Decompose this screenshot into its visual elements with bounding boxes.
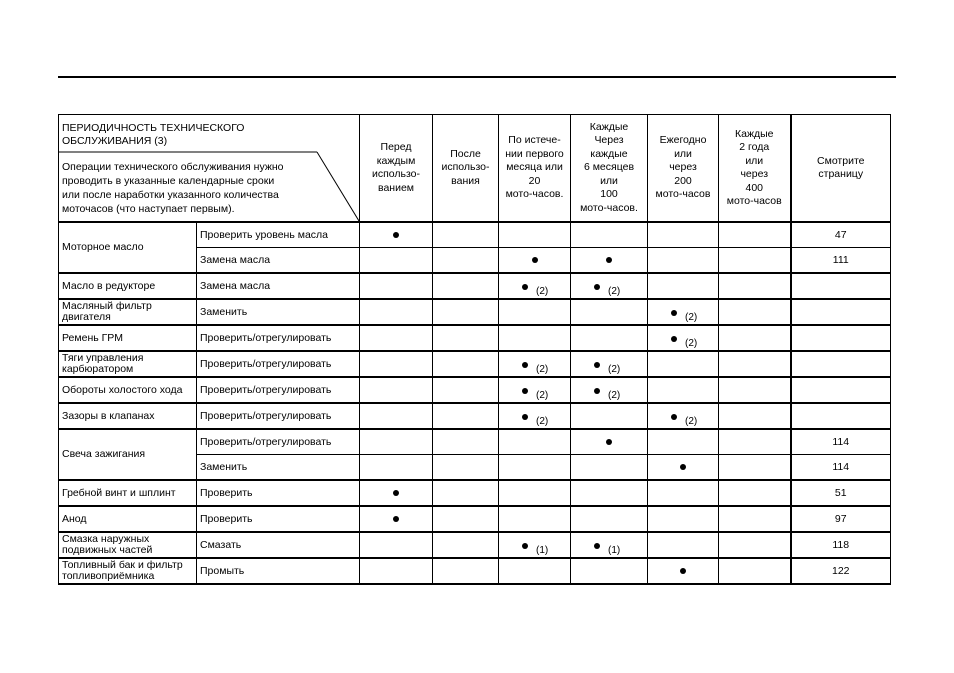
column-header-line: использо- [441,161,490,174]
action-name: Смазать [197,532,360,558]
interval-cell [499,429,571,455]
action-name: Проверить/отрегулировать [197,351,360,377]
footnote-ref: (2) [608,364,621,375]
action-name: Проверить/отрегулировать [197,377,360,403]
interval-cell [719,532,791,558]
interval-cell [360,273,433,299]
interval-cell [648,377,719,403]
footnote-ref: (2) [536,364,549,375]
schedule-description: Операции технического обслуживания нужно проводить в указанные календарные сроки или после наработки указанного количества моточасов (что наступает первым). [62,161,284,215]
table-row [59,429,891,455]
interval-cell [571,273,648,299]
bullet-icon [671,414,677,420]
bullet-icon [606,439,612,445]
interval-cell [360,532,433,558]
column-header-line: через [740,168,769,180]
interval-cell [571,222,648,248]
interval-cell [719,325,791,351]
column-header [791,115,891,223]
table-row [59,377,891,403]
table-row [59,480,891,506]
column-header-line: или [674,147,692,160]
column-header-line: каждые [590,147,628,160]
page-ref [791,403,891,429]
column-header-line: каждым [376,154,416,167]
page-ref: 114 [791,429,891,455]
bullet-wrap [671,411,677,423]
interval-cell [571,299,648,325]
column-header-line: Перед [380,141,412,153]
bullet-wrap [671,307,677,319]
interval-cell [433,351,499,377]
table-row [59,222,891,248]
interval-cell [571,377,648,403]
interval-cell [648,532,719,558]
interval-cell [433,325,499,351]
column-header-line: Каждые [735,127,774,140]
interval-cell [719,506,791,532]
interval-cell [360,377,433,403]
interval-cell [360,480,433,506]
bullet-wrap [522,540,528,552]
interval-cell [648,429,719,455]
item-name: Зазоры в клапанах [59,403,197,429]
interval-cell [433,455,499,481]
interval-cell [719,558,791,584]
interval-cell [499,558,571,584]
column-header [433,115,499,223]
item-name: Топливный бак и фильтр топливоприёмника [59,558,197,584]
action-name: Проверить/отрегулировать [197,429,360,455]
interval-cell [499,325,571,351]
bullet-icon [594,543,600,549]
interval-cell [719,273,791,299]
table-row [59,506,891,532]
column-header-line: 400 [745,181,764,194]
column-header-line: По истече- [508,134,561,147]
footnote-ref: (2) [536,416,549,427]
bullet-wrap [594,281,600,293]
column-header-line: нии первого [505,147,564,160]
footnote-ref: (2) [685,338,698,349]
interval-cell [499,351,571,377]
interval-cell [433,558,499,584]
column-header-line: Через [594,134,624,147]
footnote-ref: (2) [685,416,698,427]
column-header-line: через [669,161,697,174]
column-header-line: После [450,147,481,160]
schedule-title: ПЕРИОДИЧНОСТЬ ТЕХНИЧЕСКОГО ОБСЛУЖИВАНИЯ (3) [62,122,245,147]
interval-cell [360,351,433,377]
interval-cell [571,558,648,584]
column-header [499,115,571,223]
top-rule [58,76,896,78]
column-header [360,115,433,223]
column-header-line: или [745,154,764,167]
table-row [59,299,891,325]
item-name: Смазка наружных подвижных частей [59,532,197,558]
interval-cell [571,429,648,455]
bullet-icon [606,257,612,263]
bullet-wrap [594,359,600,371]
table-row [59,325,891,351]
interval-cell [433,248,499,274]
column-header-line: мото-часов. [580,201,638,214]
interval-cell [360,248,433,274]
action-name: Промыть [197,558,360,584]
bullet-wrap [671,333,677,345]
interval-cell [719,377,791,403]
column-header [648,115,719,223]
header-row [59,115,891,223]
page-ref: 118 [791,532,891,558]
interval-cell [360,222,433,248]
bullet-icon [522,543,528,549]
item-name: Свеча зажигания [59,429,197,480]
interval-cell [719,480,791,506]
page-ref [791,299,891,325]
interval-cell [433,506,499,532]
bullet-wrap [522,385,528,397]
bullet-wrap [522,281,528,293]
interval-cell [360,506,433,532]
interval-cell [648,403,719,429]
footnote-ref: (2) [685,312,698,323]
table-row [59,351,891,377]
bullet-icon [522,388,528,394]
bullet-wrap [594,540,600,552]
interval-cell [433,429,499,455]
column-header-line: месяца или [506,161,563,174]
action-name: Проверить [197,506,360,532]
item-name: Гребной винт и шплинт [59,480,197,506]
interval-cell [719,351,791,377]
interval-cell [360,325,433,351]
interval-cell [648,480,719,506]
column-header-line: 6 месяцев [583,161,635,174]
interval-cell [719,403,791,429]
interval-cell [499,480,571,506]
interval-cell [360,429,433,455]
interval-cell [719,222,791,248]
bullet-icon [522,362,528,368]
bullet-wrap [594,385,600,397]
footnote-ref: (2) [608,286,621,297]
bullet-wrap [522,359,528,371]
column-header-line: страницу [818,168,864,180]
footnote-ref: (1) [536,545,549,556]
interval-cell [571,325,648,351]
action-name: Замена масла [197,248,360,274]
action-name: Заменить [197,455,360,481]
interval-cell [571,506,648,532]
table-row [59,403,891,429]
bullet-icon [594,388,600,394]
interval-cell [648,325,719,351]
action-name: Замена масла [197,273,360,299]
column-header-line: вания [451,174,480,187]
bullet-icon [680,568,686,574]
interval-cell [571,532,648,558]
bullet-icon [393,232,399,238]
item-name: Обороты холостого хода [59,377,197,403]
bullet-icon [393,490,399,496]
interval-cell [499,273,571,299]
interval-cell [433,222,499,248]
interval-cell [499,248,571,274]
interval-cell [433,377,499,403]
action-name: Проверить уровень масла [197,222,360,248]
bullet-icon [680,464,686,470]
bullet-icon [671,310,677,316]
column-header-line: 200 [674,174,692,187]
interval-cell [719,455,791,481]
page-ref: 51 [791,480,891,506]
column-header-line: использо- [371,168,421,180]
item-name: Масляный фильтр двигателя [59,299,197,325]
interval-cell [571,480,648,506]
page-ref [791,351,891,377]
column-header-line: 20 [528,174,541,187]
table-row [59,558,891,584]
interval-cell [571,455,648,481]
page-ref [791,273,891,299]
bullet-wrap [522,411,528,423]
footnote-ref: (1) [608,545,621,556]
table-row [59,273,891,299]
bullet-icon [671,336,677,342]
column-header-line: ванием [377,181,415,194]
interval-cell [499,532,571,558]
table-row [59,532,891,558]
interval-cell [499,299,571,325]
column-header-line: или [600,174,618,187]
page-ref: 111 [791,248,891,274]
interval-cell [433,403,499,429]
footnote-ref: (2) [536,390,549,401]
column-header-line: мото-часов. [505,188,564,201]
page-ref [791,377,891,403]
interval-cell [648,506,719,532]
action-name: Проверить/отрегулировать [197,403,360,429]
interval-cell [571,403,648,429]
page-ref: 122 [791,558,891,584]
interval-cell [648,222,719,248]
interval-cell [360,558,433,584]
interval-cell [499,506,571,532]
interval-cell [433,299,499,325]
interval-cell [648,299,719,325]
interval-cell [719,429,791,455]
interval-cell [719,248,791,274]
column-header-line: 100 [600,188,618,201]
interval-cell [499,403,571,429]
page-ref: 47 [791,222,891,248]
interval-cell [571,248,648,274]
interval-cell [433,532,499,558]
bullet-icon [393,516,399,522]
page-ref: 114 [791,455,891,481]
interval-cell [648,273,719,299]
item-name: Масло в редукторе [59,273,197,299]
column-header [719,115,791,223]
interval-cell [719,299,791,325]
interval-cell [648,248,719,274]
page-ref [791,325,891,351]
interval-cell [648,455,719,481]
column-header-line: Смотрите [817,154,865,167]
interval-cell [433,480,499,506]
interval-cell [499,455,571,481]
column-header-line: мото-часов [726,195,782,207]
interval-cell [360,299,433,325]
interval-cell [499,222,571,248]
interval-cell [648,351,719,377]
action-name: Проверить/отрегулировать [197,325,360,351]
column-header-line: Каждые [589,120,629,133]
interval-cell [360,403,433,429]
column-header [571,115,648,223]
interval-cell [433,273,499,299]
footnote-ref: (2) [608,390,621,401]
interval-cell [360,455,433,481]
action-name: Заменить [197,299,360,325]
bullet-icon [522,414,528,420]
bullet-icon [594,362,600,368]
column-header-line: мото-часов [655,188,711,201]
interval-cell [648,558,719,584]
item-name: Моторное масло [59,222,197,273]
column-header-line: 2 года [739,141,770,153]
maintenance-table [58,114,891,585]
header-description-cell [59,115,360,223]
item-name: Анод [59,506,197,532]
column-header-line: Ежегодно [659,134,707,147]
bullet-icon [594,284,600,290]
item-name: Ремень ГРМ [59,325,197,351]
interval-cell [571,351,648,377]
interval-cell [499,377,571,403]
bullet-icon [522,284,528,290]
action-name: Проверить [197,480,360,506]
page-ref: 97 [791,506,891,532]
item-name: Тяги управления карбюратором [59,351,197,377]
footnote-ref: (2) [536,286,549,297]
bullet-icon [532,257,538,263]
